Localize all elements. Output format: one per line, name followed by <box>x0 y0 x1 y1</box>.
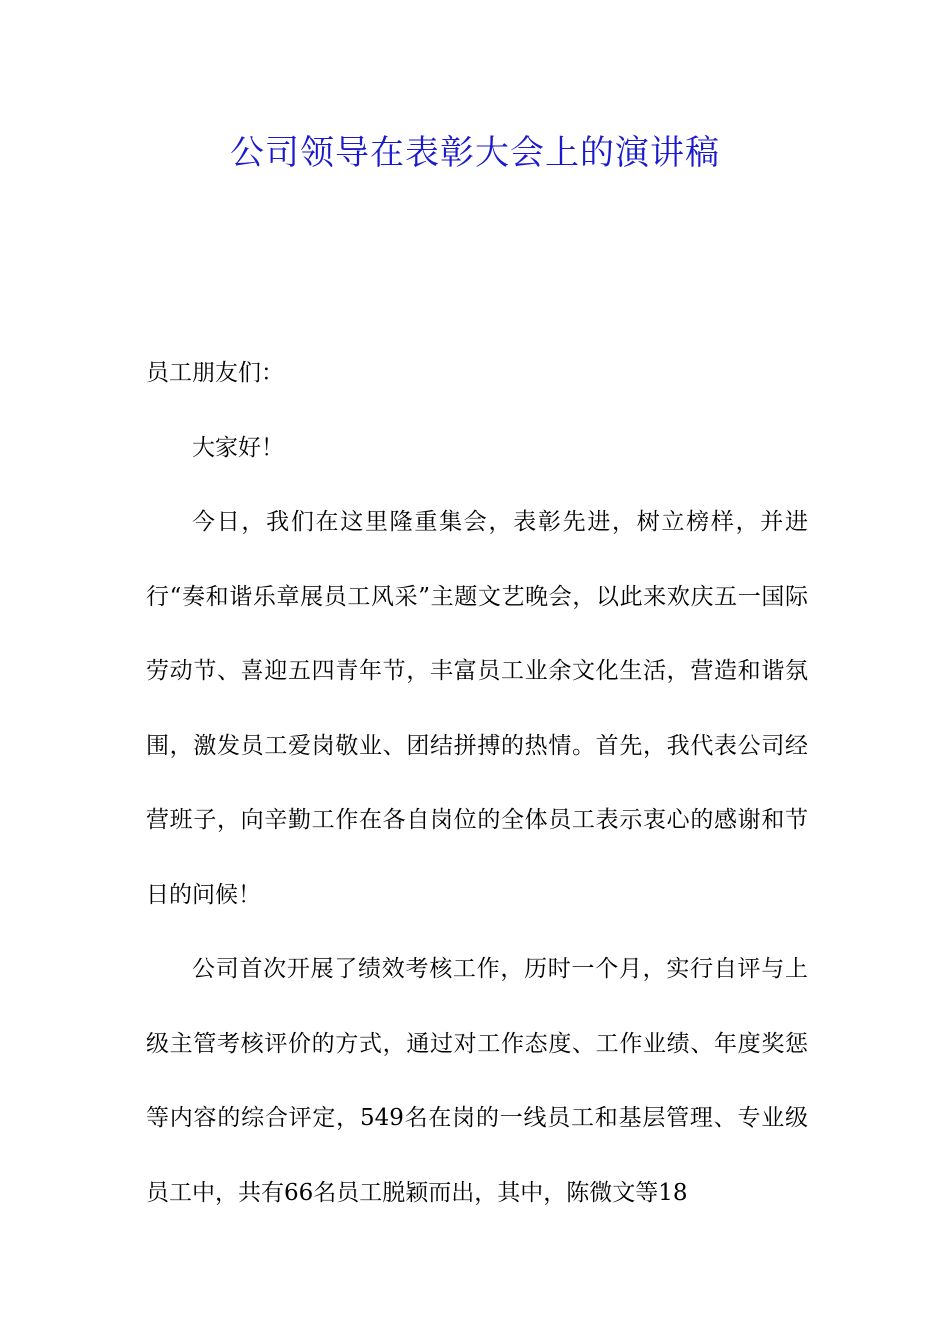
document-title: 公司领导在表彰大会上的演讲稿 <box>230 133 720 173</box>
paragraph-2: 公司首次开展了绩效考核工作，历时一个月，实行自评与上级主管考核评价的方式，通过对工作态度、工作业绩、年度奖惩等内容的综合评定，549名在岗的一线员工和基层管理、专业级员工中，共有66名员工脱颖而出，其中，陈微文等18 <box>146 956 808 1206</box>
document-body <box>146 336 808 1230</box>
salutation: 员工朋友们： <box>146 360 284 386</box>
paragraph-1: 今日，我们在这里隆重集会，表彰先进，树立榜样，并进行“奏和谐乐章展员工风采”主题文艺晚会，以此来欢庆五一国际劳动节、喜迎五四青年节，丰富员工业余文化生活，营造和谐氛围，激发员工爱岗敬业、团结拼搏的热情。首先，我代表公司经营班子，向辛勤工作在各自岗位的全体员工表示衷心的感谢和节日的问候！ <box>146 509 808 908</box>
greeting: 大家好！ <box>192 434 284 461</box>
